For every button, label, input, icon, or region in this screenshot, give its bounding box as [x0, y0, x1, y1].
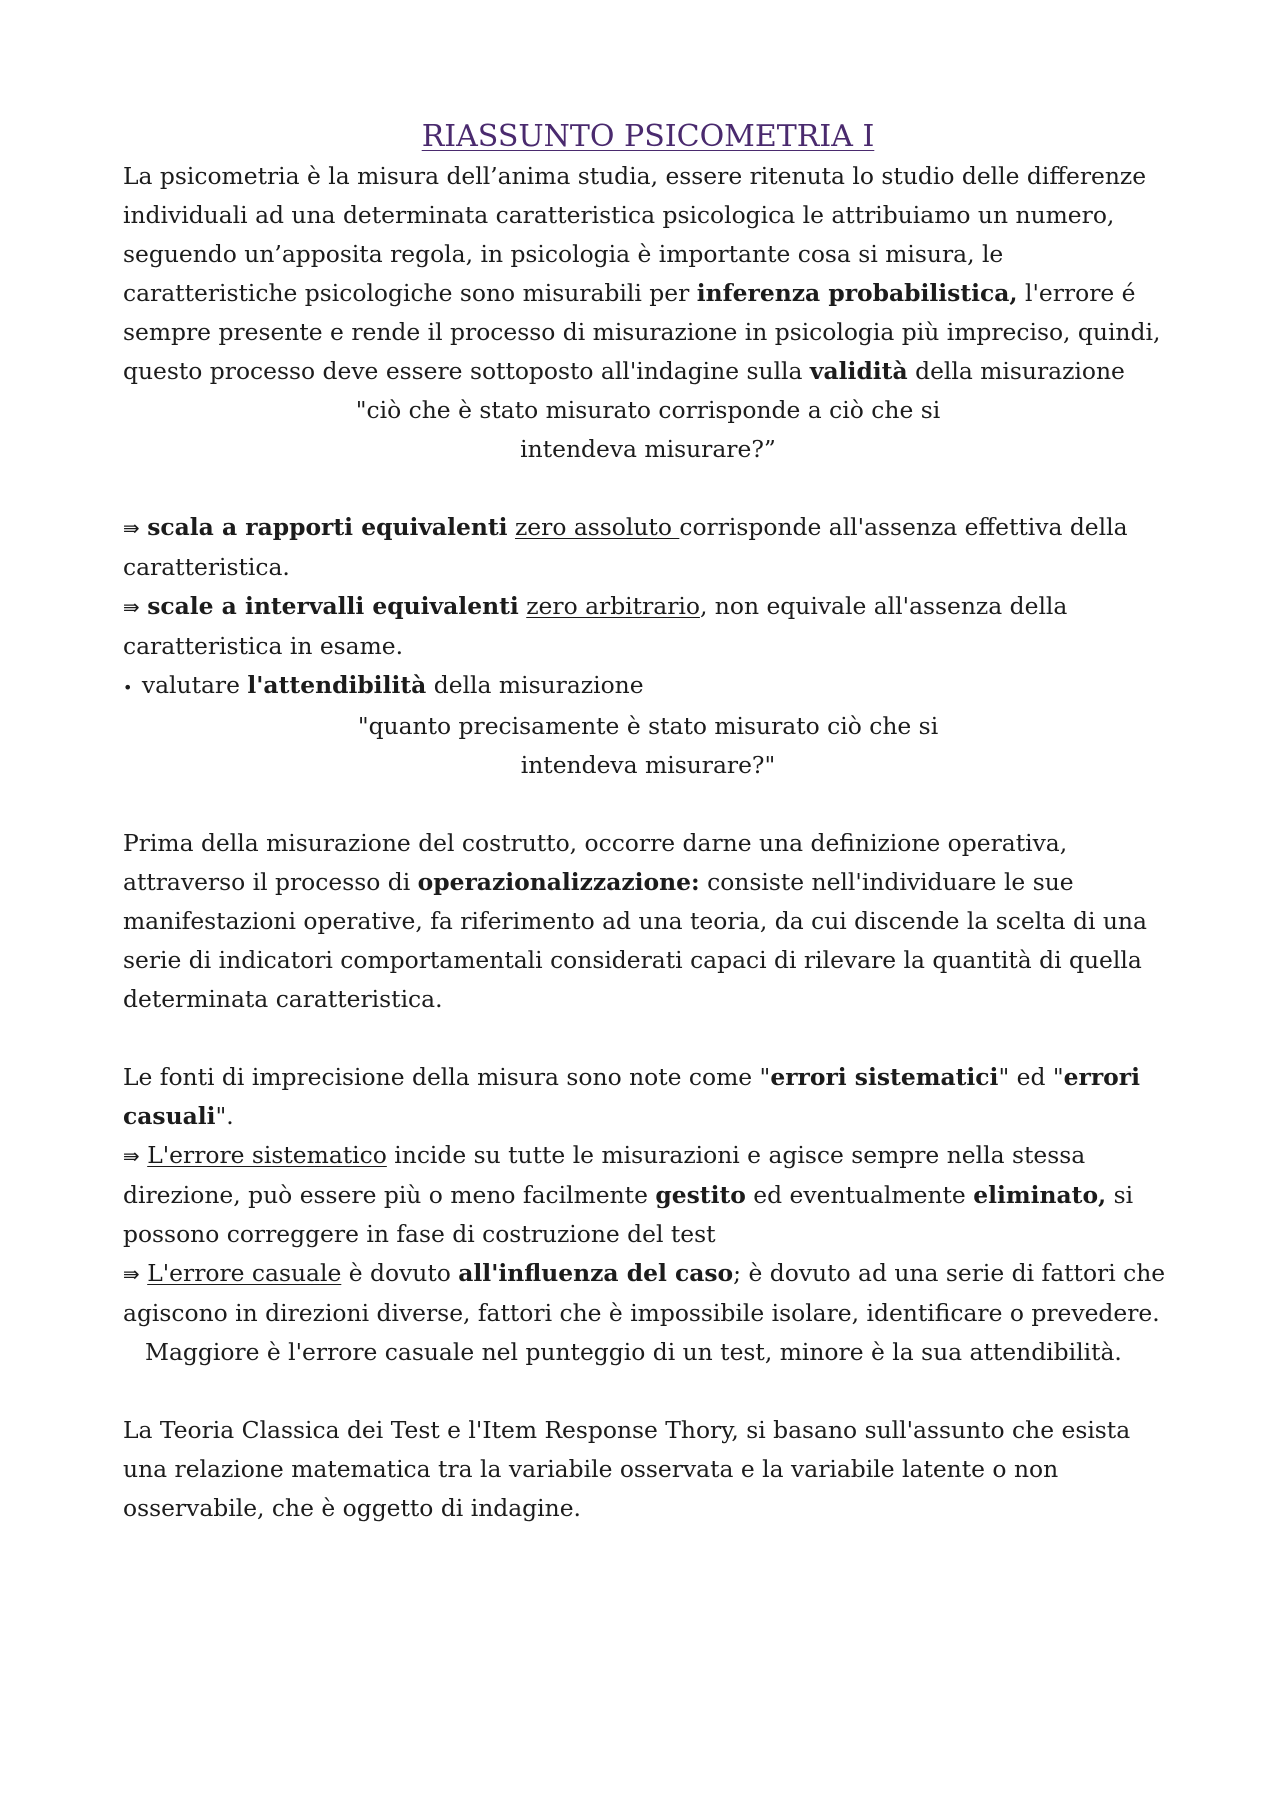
reliability-quote-line-2: intendeva misurare?" — [520, 751, 776, 779]
reliability-quote — [123, 707, 1173, 785]
document-page — [123, 118, 1173, 1528]
interval-scale-bold: scale a intervalli equivalenti — [147, 592, 519, 620]
errors-intro-paragraph — [123, 1058, 1173, 1136]
reliability-text-2: della misurazione — [426, 671, 644, 699]
arrow-icon: ⇛ — [123, 1144, 140, 1168]
spacer — [123, 785, 1173, 824]
systematic-error-bold-eliminated: eliminato, — [973, 1181, 1107, 1209]
operational-text-1: Prima della misurazione del costrutto, occorre darne una definizione operativa, attraverso il processo di — [123, 829, 1068, 896]
spacer — [123, 1372, 1173, 1411]
operational-paragraph — [123, 824, 1173, 1019]
validity-quote-line-1: "ciò che è stato misurato corrisponde a ciò che si — [355, 396, 941, 424]
intro-bold-inference: inferenza probabilistica, — [696, 279, 1018, 307]
errors-intro-text-1: Le fonti di imprecisione della misura sono note come " — [123, 1063, 771, 1091]
random-error-text-2: ; è dovuto ad una serie di fattori che agiscono in direzioni diverse, fattori che è impossibile isolare, identificare o prevedere. — [123, 1259, 1166, 1327]
interval-scale-item — [123, 587, 1173, 666]
systematic-error-text-2: ed eventualmente — [745, 1181, 974, 1209]
errors-intro-bold-random: errori casuali — [123, 1063, 1140, 1130]
interval-scale-text: , non equivale all'assenza della caratteristica in esame. — [123, 592, 1068, 660]
intro-text-1: La psicometria è la misura dell’anima studia, essere ritenuta lo studio delle differenze individuali ad una determinata caratteristica psicologica le attribuiamo un numero, seguendo un’apposita regola, in psicologia è importante cosa si misura, le caratteristiche psicologiche sono misurabili per — [123, 162, 1147, 307]
theory-paragraph: La Teoria Classica dei Test e l'Item Response Thory, si basano sull'assunto che esista una relazione matematica tra la variabile osservata e la variabile latente o non osservabile, che è oggetto di indagine. — [123, 1416, 1131, 1522]
ratio-scale-item — [123, 508, 1173, 587]
reliability-bold: l'attendibilità — [247, 671, 427, 699]
validity-quote — [123, 391, 1173, 469]
systematic-error-underlined: L'errore sistematico — [147, 1141, 387, 1169]
interval-scale-underlined: zero arbitrario — [526, 592, 700, 620]
random-error-item — [123, 1254, 1173, 1333]
ratio-scale-underlined: zero assoluto — [514, 513, 680, 541]
reliability-text-1: valutare — [141, 671, 248, 699]
major-error-sentence: Maggiore è l'errore casuale nel punteggio di un test, minore è la sua attendibilità. — [145, 1338, 1122, 1366]
ratio-scale-text: corrisponde all'assenza effettiva della caratteristica. — [123, 513, 1128, 581]
systematic-error-bold-managed: gestito — [655, 1181, 746, 1209]
arrow-icon: ⇛ — [123, 516, 140, 540]
spacer — [123, 1019, 1173, 1058]
intro-text-2: l'errore é sempre presente e rende il processo di misurazione in psicologia più impreciso, quindi, questo processo deve essere sottoposto all'indagine sulla — [123, 279, 1161, 385]
spacer — [123, 469, 1173, 508]
ratio-scale-bold: scala a rapporti equivalenti — [147, 513, 508, 541]
random-error-text-1: è dovuto — [341, 1259, 459, 1287]
systematic-error-text-3: si possono correggere in fase di costruzione del test — [123, 1181, 1134, 1248]
validity-quote-line-2: intendeva misurare?” — [520, 435, 776, 463]
errors-intro-bold-systematic: errori sistematici — [770, 1063, 999, 1091]
operational-bold: operazionalizzazione: — [417, 868, 700, 896]
document-title: RIASSUNTO PSICOMETRIA I — [421, 119, 875, 154]
arrow-icon: ⇛ — [123, 595, 140, 619]
systematic-error-text-1: incide su tutte le misurazioni e agisce sempre nella stessa direzione, può essere più o meno facilmente — [123, 1141, 1086, 1209]
random-error-underlined: L'errore casuale — [147, 1259, 342, 1287]
intro-paragraph — [123, 157, 1173, 391]
intro-bold-validity: validità — [809, 357, 908, 385]
reliability-item — [123, 666, 1173, 707]
intro-text-3: della misurazione — [907, 357, 1125, 385]
systematic-error-item — [123, 1136, 1173, 1254]
errors-intro-text-2: " ed " — [998, 1063, 1064, 1091]
reliability-quote-line-1: "quanto precisamente è stato misurato ciò che si — [357, 712, 939, 740]
operational-text-2: consiste nell'individuare le sue manifestazioni operative, fa riferimento ad una teoria, da cui discende la scelta di una serie di indicatori comportamentali considerati capaci di rilevare la quantità di quella determinata caratteristica. — [123, 868, 1147, 1013]
random-error-bold: all'influenza del caso — [458, 1259, 734, 1287]
arrow-icon: ⇛ — [123, 1262, 140, 1286]
bullet-icon: • — [123, 678, 133, 697]
errors-intro-text-3: ". — [215, 1102, 234, 1130]
